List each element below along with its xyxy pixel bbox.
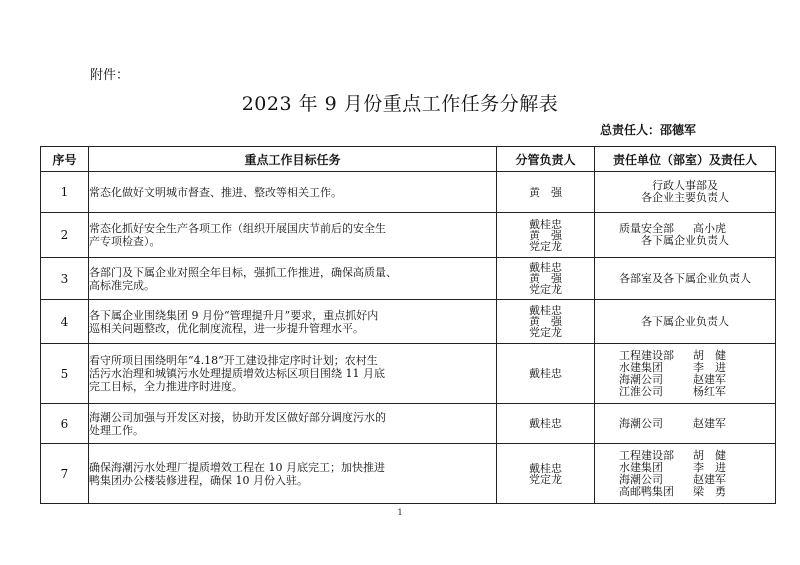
task-description [89,172,497,213]
responsible-unit: 江淮公司 [619,384,663,398]
responsible-unit: 水建集团 [619,360,663,374]
responsible-line [595,362,775,374]
task-text-line: 处理工作。 [89,423,144,437]
lead-name: 黄 强 [529,185,562,199]
lead-name: 戴桂忠 [529,304,562,317]
responsible-unit: 海潮公司 [619,372,663,386]
task-table [40,146,776,504]
attachment-label: 附件： [90,68,130,83]
task-text-line: 常态化做好文明城市督查、推进、整改等相关工作。 [89,185,342,199]
header-responsible: 责任单位（部室）及责任人 [595,147,776,172]
task-description [89,404,497,444]
responsible-person: 赵建军 [693,372,726,386]
table-row [41,344,776,404]
task-description [89,444,497,504]
lead-name: 戴桂忠 [529,417,562,430]
responsible-unit: 海潮公司 [619,472,663,486]
overall-owner: 总责任人：邵德军 [600,123,697,137]
lead-cell [497,404,595,444]
table-row [41,172,776,213]
responsible-unit: 水建集团 [619,460,663,474]
row-number: 1 [41,172,89,213]
responsible-cell [595,172,776,213]
row-number: 5 [41,344,89,404]
lead-name: 戴桂忠 [529,217,562,231]
responsible-text: 行政人事部及 [652,179,718,192]
header-lead: 分管负责人 [497,147,595,172]
task-text-line: 活污水治理和城镇污水处理提质增效达标区项目围绕 11 月底 [89,367,385,380]
responsible-text: 各下属企业负责人 [641,314,729,328]
task-text-line: 高标准完成。 [89,278,155,292]
responsible-person: 高小虎 [693,222,726,235]
responsible-cell [595,300,776,344]
responsible-line [595,418,775,430]
responsible-unit: 质量安全部 [619,222,674,235]
task-text-line: 各下属企业围绕集团 9 月份“管理提升月”要求，重点抓好内 [89,308,379,322]
page-number: 1 [397,508,403,517]
lead-name: 党定龙 [529,326,562,339]
table-row [41,213,776,258]
responsible-cell [595,258,776,300]
task-text-line: 海潮公司加强与开发区对接，协助开发区做好部分调度污水的 [89,410,386,424]
task-text-line: 各部门及下属企业对照全年目标，强抓工作推进，确保高质量、 [89,265,397,279]
lead-cell [497,344,595,404]
lead-cell [497,300,595,344]
task-text-line: 常态化抓好安全生产各项工作（组织开展国庆节前后的安全生 [89,222,386,235]
responsible-person: 赵建军 [693,472,726,486]
responsible-person: 梁 勇 [693,484,726,498]
responsible-person: 赵建军 [693,416,726,430]
table-header-row [41,147,776,172]
lead-name: 戴桂忠 [529,261,562,274]
lead-name: 戴桂忠 [529,367,562,380]
responsible-person: 胡 健 [693,448,726,462]
responsible-line [595,462,775,474]
row-number: 4 [41,300,89,344]
lead-name: 黄 强 [529,315,562,328]
responsible-person: 杨红军 [693,384,726,398]
responsible-unit: 工程建设部 [619,448,674,462]
lead-cell [497,258,595,300]
responsible-line [595,386,775,398]
responsible-text: 各企业主要负责人 [641,191,729,204]
task-description [89,258,497,300]
document-title: 2023 年 9 月份重点工作任务分解表 [241,93,559,115]
responsible-unit: 海潮公司 [619,416,663,430]
responsible-unit: 工程建设部 [619,348,674,362]
task-text-line: 确保海潮污水处理厂提质增效工程在 10 月底完工；加快推进 [89,460,385,474]
lead-name: 党定龙 [529,472,562,486]
header-no: 序号 [41,147,89,172]
header-task: 重点工作目标任务 [89,147,497,172]
task-text-line: 鸭集团办公楼装修进程，确保 10 月份入驻。 [89,473,308,487]
responsible-cell [595,444,776,504]
table-row [41,300,776,344]
task-text-line: 看守所项目围绕明年“4.18”开工建设排定序时计划；农村生 [89,354,378,367]
lead-name: 党定龙 [529,283,562,296]
responsible-line [595,474,775,486]
responsible-cell [595,344,776,404]
responsible-text: 各下属企业负责人 [641,234,729,247]
lead-name: 黄 强 [529,272,562,285]
lead-name: 党定龙 [529,239,562,253]
row-number: 3 [41,258,89,300]
row-number: 7 [41,444,89,504]
task-description [89,344,497,404]
responsible-person: 李 进 [693,360,726,374]
responsible-line [595,486,775,498]
task-text-line: 巡相关问题整改，优化制度流程，进一步提升管理水平。 [89,321,364,335]
task-description [89,213,497,258]
row-number: 6 [41,404,89,444]
table-row [41,404,776,444]
responsible-person: 李 进 [693,460,726,474]
responsible-text: 各部室及各下属企业负责人 [619,271,751,285]
lead-name: 戴桂忠 [529,461,562,475]
table-row [41,258,776,300]
responsible-unit: 高邮鸭集团 [619,484,674,498]
responsible-cell [595,213,776,258]
lead-cell [497,444,595,504]
responsible-cell [595,404,776,444]
responsible-line [595,450,775,462]
task-description [89,300,497,344]
responsible-line [595,350,775,362]
lead-cell [497,213,595,258]
lead-name: 黄 强 [529,228,562,242]
responsible-line [595,374,775,386]
table-row [41,444,776,504]
table-body [41,172,776,504]
responsible-person: 胡 健 [693,348,726,362]
task-text-line: 产专项检查）。 [89,235,161,248]
row-number: 2 [41,213,89,258]
task-text-line: 完工目标，全力推进序时进度。 [89,380,243,393]
lead-cell [497,172,595,213]
